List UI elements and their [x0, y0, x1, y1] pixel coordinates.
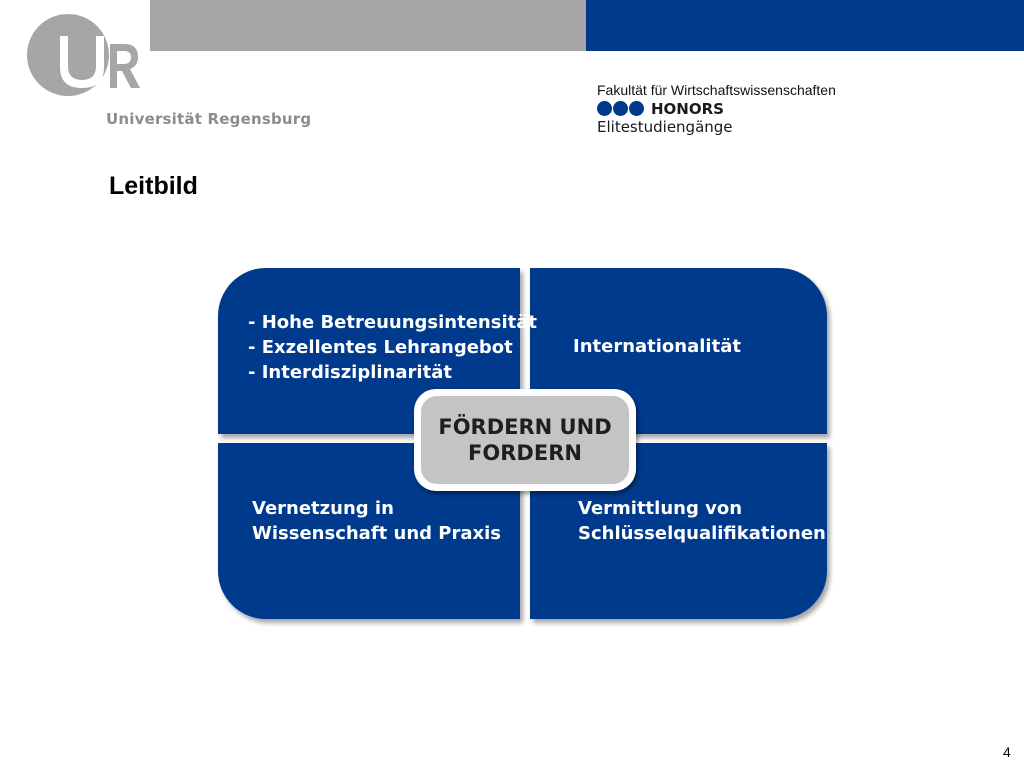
text-line: Vernetzung in: [252, 498, 394, 519]
text-line: FÖRDERN UND: [438, 415, 612, 439]
quadrant-top-right-text: [573, 334, 741, 359]
page-number: 4: [1003, 744, 1011, 760]
text-line: Wissenschaft und Praxis: [252, 523, 502, 544]
university-logo: [24, 14, 312, 134]
page-title: Leitbild: [109, 172, 198, 200]
quadrant-bottom-right-text: [578, 496, 826, 546]
text-line: - Interdisziplinarität: [248, 362, 452, 383]
center-box: [414, 389, 636, 491]
text-line: Schlüsselqualifikationen: [578, 523, 826, 544]
text-line: FORDERN: [468, 441, 582, 465]
honors-subtitle: Elitestudiengänge: [597, 118, 733, 136]
quadrant-bottom-left-text: [252, 496, 501, 546]
text-line: Vermittlung von: [578, 498, 743, 519]
faculty-name: Fakultät für Wirtschaftswissenschaften: [597, 82, 836, 98]
text-line: - Exzellentes Lehrangebot: [248, 337, 513, 358]
center-text: [438, 414, 611, 466]
ur-logo-icon: [24, 14, 154, 104]
honors-title: HONORS: [651, 100, 724, 118]
header-bar-blue: [586, 0, 1024, 51]
university-name: Universität Regensburg: [106, 110, 312, 128]
quadrant-top-left-text: [248, 310, 537, 385]
text-line: - Hohe Betreuungsintensität: [248, 312, 537, 333]
text-line: Internationalität: [573, 336, 741, 357]
honors-logo: [597, 100, 817, 136]
